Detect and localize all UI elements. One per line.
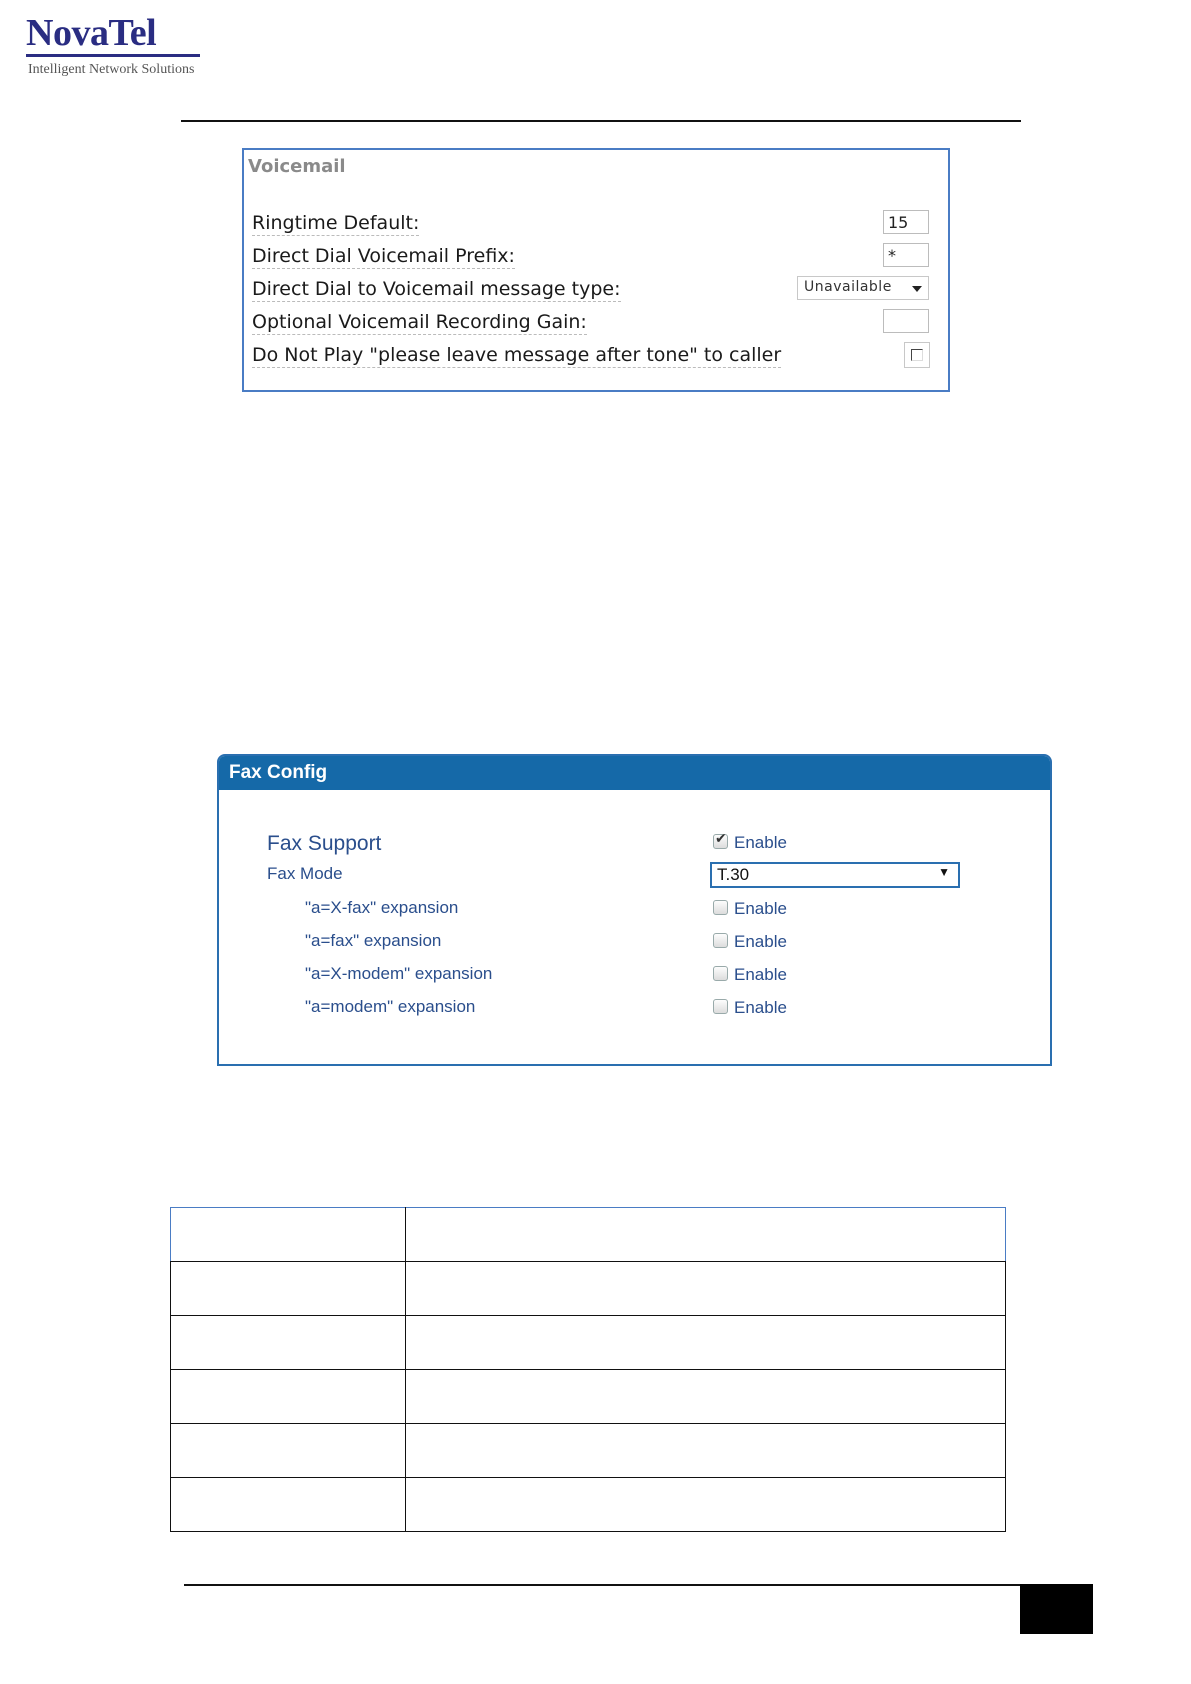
x-fax-expansion-label: "a=X-fax" expansion	[305, 898, 459, 917]
fax-expansion-label: "a=fax" expansion	[305, 931, 442, 950]
table-cell	[406, 1478, 1006, 1532]
dropdown-triangle-icon: ▼	[938, 865, 950, 879]
x-modem-expansion-label: "a=X-modem" expansion	[305, 964, 493, 983]
brand-underline	[26, 54, 200, 57]
message-type-select[interactable]	[797, 276, 929, 300]
x-modem-expansion-enable-label: Enable	[734, 965, 787, 984]
fax-config-title: Fax Config	[229, 762, 328, 783]
voicemail-prefix-input[interactable]: *	[883, 243, 929, 267]
fax-mode-row	[219, 862, 1050, 890]
footer-rule	[184, 1584, 1020, 1586]
skip-prompt-label: Do Not Play "please leave message after tone" to caller	[252, 344, 782, 366]
message-type-label: Direct Dial to Voicemail message type:	[252, 278, 621, 300]
brand-logo	[26, 12, 206, 77]
x-fax-expansion-checkbox[interactable]	[713, 900, 728, 915]
voicemail-prefix-label: Direct Dial Voicemail Prefix:	[252, 245, 515, 267]
table-cell	[406, 1208, 1006, 1262]
table-cell	[406, 1262, 1006, 1316]
skip-prompt-checkbox[interactable]	[904, 342, 930, 368]
recording-gain-label: Optional Voicemail Recording Gain:	[252, 311, 587, 333]
chevron-down-icon	[912, 286, 922, 292]
voicemail-panel	[242, 148, 950, 392]
x-modem-expansion-row	[219, 962, 1050, 990]
recording-gain-input[interactable]	[883, 309, 929, 333]
table-row	[171, 1478, 1006, 1532]
x-fax-expansion-row	[219, 896, 1050, 924]
table-cell	[171, 1316, 406, 1370]
fax-expansion-row	[219, 929, 1050, 957]
fax-expansion-checkbox[interactable]	[713, 933, 728, 948]
table-cell	[406, 1424, 1006, 1478]
voicemail-title: Voicemail	[248, 156, 346, 177]
table-cell	[171, 1208, 406, 1262]
table-cell	[171, 1262, 406, 1316]
fax-config-panel	[217, 754, 1052, 1066]
fax-mode-select[interactable]	[710, 862, 960, 888]
table-cell	[406, 1370, 1006, 1424]
fax-mode-value: T.30	[717, 865, 750, 884]
table-cell	[171, 1370, 406, 1424]
table-row	[171, 1370, 1006, 1424]
brand-tagline: Intelligent Network Solutions	[28, 62, 195, 77]
fax-support-label: Fax Support	[267, 832, 382, 855]
recording-gain-row	[252, 309, 934, 337]
fax-support-enable-label: Enable	[734, 833, 787, 852]
table-row	[171, 1316, 1006, 1370]
table-row	[171, 1208, 1006, 1262]
ringtime-default-input[interactable]: 15	[883, 210, 929, 234]
voicemail-prefix-row	[252, 243, 934, 271]
fax-expansion-enable-label: Enable	[734, 932, 787, 951]
ringtime-default-label: Ringtime Default:	[252, 212, 420, 234]
modem-expansion-enable-label: Enable	[734, 998, 787, 1017]
table-cell	[171, 1478, 406, 1532]
parameter-table	[170, 1207, 1006, 1532]
table-row	[171, 1262, 1006, 1316]
fax-support-row	[219, 830, 1050, 858]
table-cell	[171, 1424, 406, 1478]
ringtime-default-row	[252, 210, 934, 238]
table-row	[171, 1424, 1006, 1478]
fax-mode-label: Fax Mode	[267, 864, 343, 883]
x-fax-expansion-enable-label: Enable	[734, 899, 787, 918]
x-modem-expansion-checkbox[interactable]	[713, 966, 728, 981]
message-type-value: Unavailable	[804, 279, 892, 295]
table-cell	[406, 1316, 1006, 1370]
fax-support-checkbox[interactable]	[713, 834, 728, 849]
message-type-row	[252, 276, 934, 304]
modem-expansion-checkbox[interactable]	[713, 999, 728, 1014]
modem-expansion-row	[219, 995, 1050, 1023]
fax-config-header	[219, 756, 1050, 790]
modem-expansion-label: "a=modem" expansion	[305, 997, 476, 1016]
brand-name: NovaTel	[26, 12, 157, 54]
header-rule	[181, 120, 1021, 122]
skip-prompt-row	[252, 342, 934, 370]
page-number-box	[1020, 1584, 1093, 1634]
